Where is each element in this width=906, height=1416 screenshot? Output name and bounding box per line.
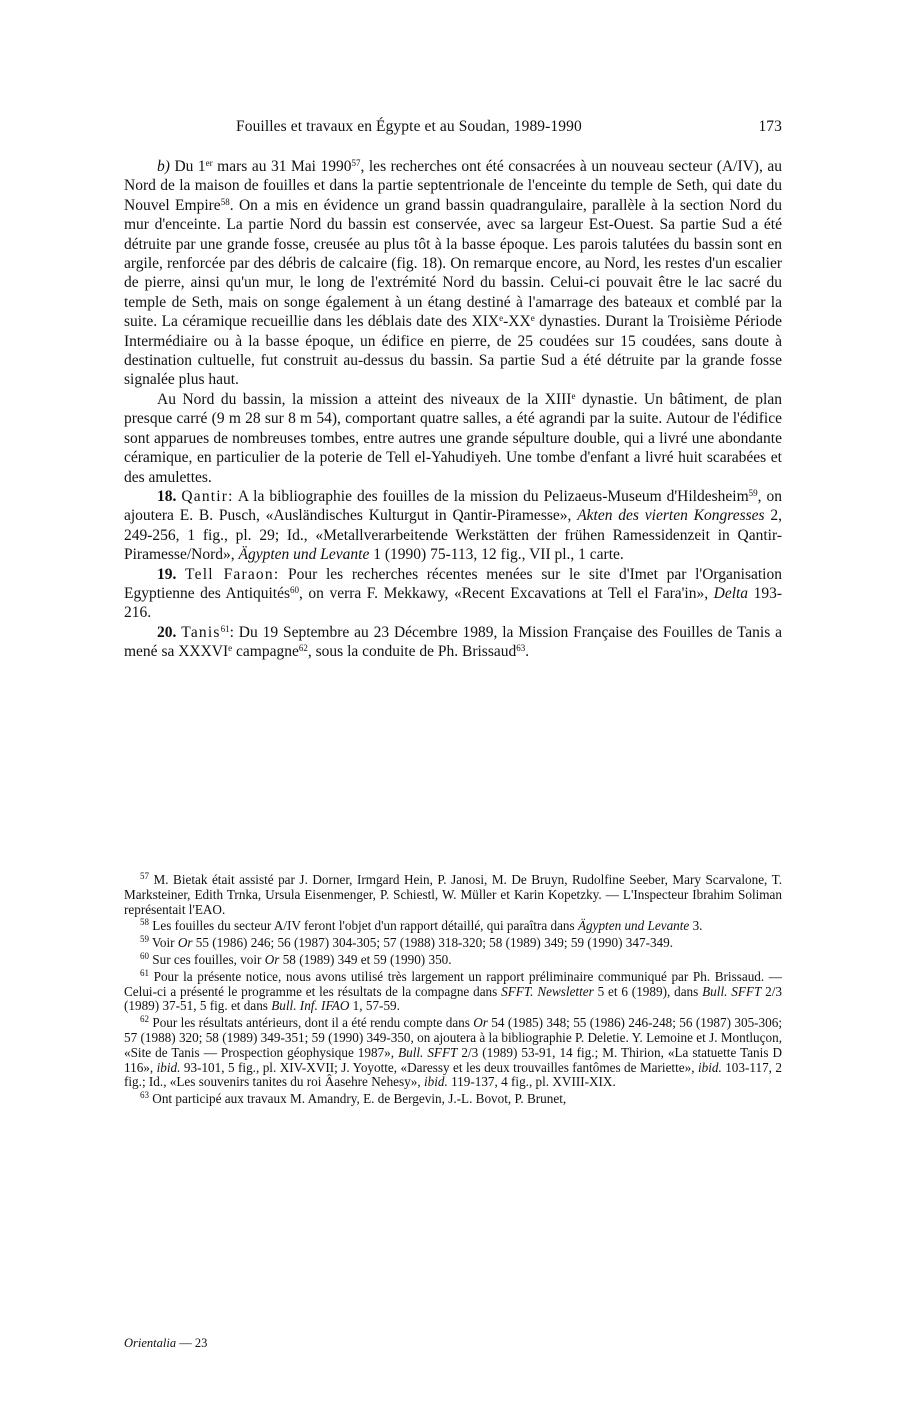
running-title: Fouilles et travaux en Égypte et au Soudan, 1989-1990 [236, 118, 582, 135]
footnotes [124, 873, 782, 1109]
section-20-tanis: 20. Tanis$^{61}$: Du 19 Septembre au 23 Décembre 1989, la Mission Française des Fouilles de Tanis a mené sa XXXVIe campagne$^{62}$, sous la conduite de Ph. Brissaud$^{63}$. [124, 623, 783, 661]
section-number: 18. [157, 487, 177, 505]
footnote-57: $^{57}$ M. Bietak était assisté par J. Dorner, Irmgard Hein, P. Janosi, M. De Bruyn, Rudolfine Seeber, Mary Scarvalone, T. Marksteiner, Edith Trnka, Ursula Eisenmenger, P. Schiestl, W. Müller et Karin Kopetzky. — L'Inspecteur Ibrahim Soliman représentait l'EAO. [124, 871, 782, 917]
footnote-ref-60[interactable]: 60 [290, 584, 300, 595]
main-text [124, 157, 782, 662]
footnote-60: $^{60}$ Sur ces fouilles, voir Or 58 (1989) 349 et 59 (1990) 350. [140, 950, 452, 967]
footnote-61: $^{61}$ Pour la présente notice, nous avons utilisé très largement un rapport préliminaire communiqué par Ph. Brissaud. — Celui-ci a présenté le programme et les résultats de la compagne dans SFFT. Newsletter 5 et 6 (1989), dans Bull. SFFT 2/3 (1989) 37-51, 5 fig. et dans Bull. Inf. IFAO 1, 57-59. [124, 967, 782, 1014]
paragraph-seth-basin: b) Du 1er mars au 31 Mai 1990$^{57}$, les recherches ont été consacrées à un nouveau secteur (A/IV), au Nord de la maison de fouilles et dans la partie septentrionale de l'enceinte du temple de Seth, qui date du Nouvel Empire$^{58}$. On a mis en évidence un grand bassin quadrangulaire, parallèle à la section Nord du mur d'enceinte. La partie Nord du bassin est conservée, avec sa largeur Est-Ouest. Sa partie Sud a été détruite par une grande fosse, creusée au plus tôt à la basse époque. Les parois talutées du bassin sont en argile, renforcée par des débris de calcaire (fig. 18). On remarque encore, au Nord, les restes d'un escalier de pierre, ainsi qu'un mur, le long de l'extrémité Nord du bassin. Celui-ci pouvait être le lac sacré du temple de Seth, mais on songe également à un étang destiné à l'amarrage des bateaux et comblé par la suite. La céramique recueillie dans les déblais date des XIXe-XXe dynasties. Durant la Troisième Période Intermédiaire ou à la basse époque, un édifice en pierre, de 25 coudées sur 15 coudées, sans doute à destination cultuelle, fut construit au-dessus du bassin. Sa partie Sud a été détruite par la grande fosse signalée plus haut. [124, 158, 782, 389]
site-name: Tell Faraon: [185, 565, 280, 583]
footnote-ref-61[interactable]: 61 [220, 623, 230, 634]
footnote-59: $^{59}$ Voir Or 55 (1986) 246; 56 (1987) 304-305; 57 (1988) 318-320; 58 (1989) 349; 59 (1990) 347-349. [140, 934, 674, 951]
footnote-58: $^{58}$ Les fouilles du secteur A/IV feront l'objet d'un rapport détaillé, qui paraîtra dans Ägypten und Levante 3. [140, 917, 703, 934]
footnote-ref-62[interactable]: 62 [298, 643, 308, 654]
footnote-ref-58[interactable]: 58 [220, 196, 230, 207]
running-header [124, 118, 782, 140]
page [124, 0, 782, 1416]
footnote-62: $^{62}$ Pour les résultats antérieurs, dont il a été rendu compte dans Or 54 (1985) 348; 55 (1986) 246-248; 56 (1987) 305-306; 57 (1988) 320; 58 (1989) 349-351; 59 (1990) 349-350, on ajoutera à la bibliographie P. Deletie. Y. Lemoine et J. Montluçon, «Site de Tanis — Prospection géophysique 1987», Bull. SFFT 2/3 (1989) 53-91, 14 fig.; M. Thirion, «La statuette Tanis D 116», ibid. 93-101, 5 fig., pl. XIV-XVII; J. Yoyotte, «Daressy et les deux trouvailles fantômes de Mariette», ibid. 103-117, 2 fig.; Id., «Les souvenirs tanites du roi Âasehre Nehesy», ibid. 119-137, 4 fig., pl. XVIII-XIX. [124, 1014, 783, 1090]
site-name: Qantir: [181, 487, 234, 505]
page-footer [124, 1336, 207, 1351]
journal-name: Orientalia [124, 1336, 177, 1350]
section-18-qantir: 18. Qantir: A la bibliographie des fouilles de la mission du Pelizaeus-Museum d'Hildesheim$^{59}$, on ajoutera E. B. Pusch, «Ausländisches Kulturgut in Qantir-Piramesse», Akten des vierten Kongresses 2, 249-256, 1 fig., pl. 29; Id., «Metallverarbeitende Werkstätten der frühen Ramessidenzeit in Qantir-Piramesse/Nord», Ägypten und Levante 1 (1990) 75-113, 12 fig., VII pl., 1 carte. [124, 487, 783, 564]
signature-mark: — 23 [176, 1336, 208, 1350]
footnote-ref-63[interactable]: 63 [516, 643, 526, 654]
site-name: Tanis [181, 623, 221, 641]
footnote-ref-57[interactable]: 57 [351, 158, 361, 168]
paragraph-xiii-dynasty: Au Nord du bassin, la mission a atteint des niveaux de la XIIIe dynastie. Un bâtiment, de plan presque carré (9 m 28 sur 8 m 54), comportant quatre salles, a été agrandi par la suite. Autour de l'édifice sont apparues de nombreuses tombes, entre autres une grande sépulture double, qui a livré une abondante céramique, en particulier de la poterie de Tell el-Yahudiyeh. Une tombe d'enfant a livré huit scarabées et des amulettes. [124, 390, 782, 486]
footnote-ref-59[interactable]: 59 [748, 487, 758, 498]
footnote-63: $^{63}$ Ont participé aux travaux M. Amandry, E. de Bergevin, J.-L. Bovot, P. Brunet, [140, 1090, 567, 1107]
section-number: 20. [157, 623, 177, 641]
section-number: 19. [157, 565, 177, 583]
page-number: 173 [758, 118, 782, 135]
section-19-tell-faraon: 19. Tell Faraon: Pour les recherches récentes menées sur le site d'Imet par l'Organisation Egyptienne des Antiquités$^{60}$, on verra F. Mekkawy, «Recent Excavations at Tell el Fara'in», Delta 193-216. [124, 565, 782, 622]
